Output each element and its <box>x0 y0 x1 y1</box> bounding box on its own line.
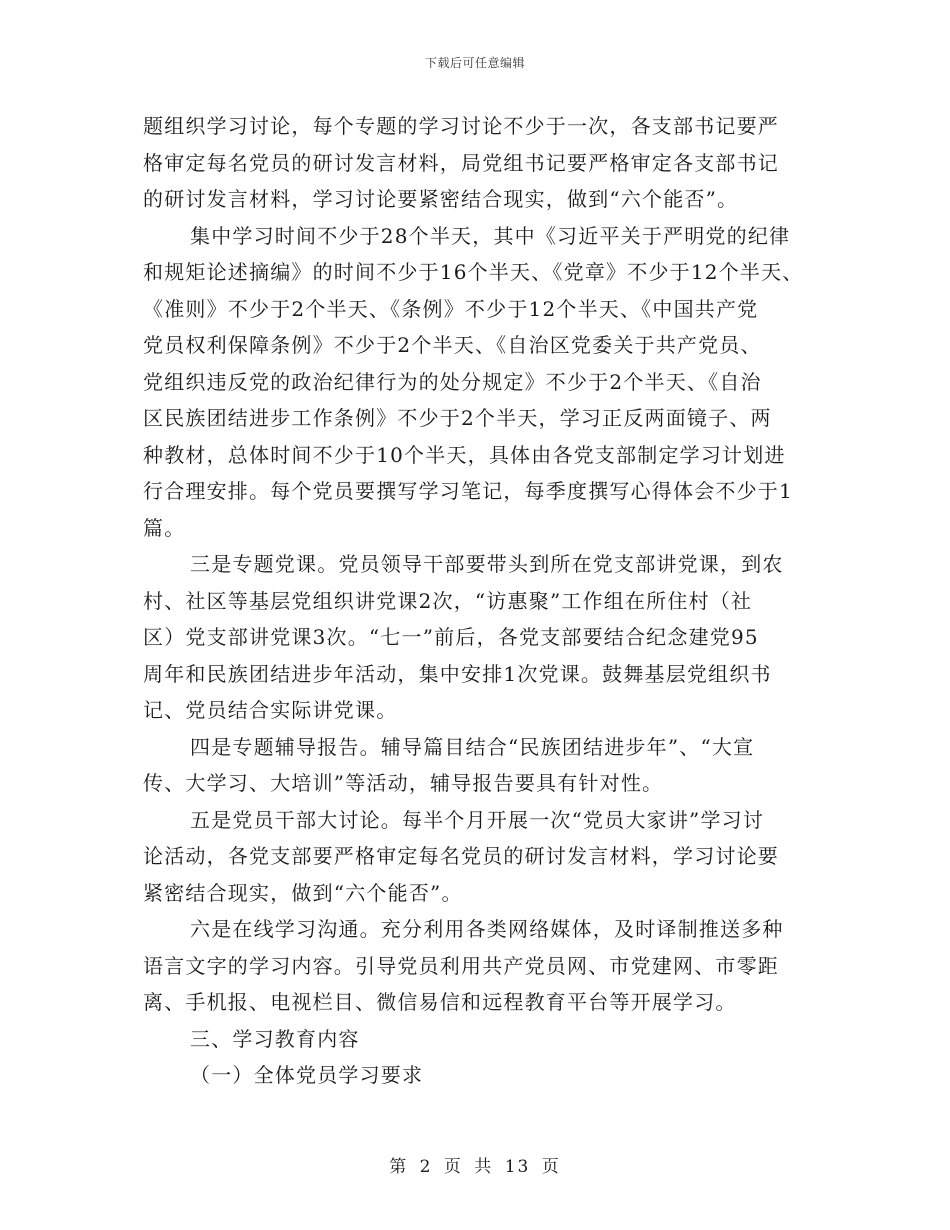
text-line: 行合理安排。每个党员要撰写学习笔记，每季度撰写心得体会不少于1 <box>143 479 793 503</box>
text-line: 传、大学习、大培训”等活动，辅导报告要具有针对性。 <box>143 771 664 795</box>
text-line: 村、社区等基层党组织讲党课2次，“访惠聚”工作组在所住村（社 <box>143 588 753 613</box>
text-line: 格审定每名党员的研讨发言材料，局党组书记要严格审定各支部书记 <box>143 150 779 175</box>
text-line: 语言文字的学习内容。引导党员利用共产党员网、市党建网、市零距 <box>143 953 779 978</box>
text-line: 党组织违反党的政治纪律行为的处分规定》不少于2个半天、《自治 <box>143 369 762 394</box>
page-number-footer: 第 2 页 共 13 页 <box>389 1157 561 1177</box>
text-line: 三是专题党课。党员领导干部要带头到所在党支部讲党课，到农 <box>190 552 784 576</box>
text-line: 题组织学习讨论，每个专题的学习讨论不少于一次，各支部书记要严 <box>143 114 779 138</box>
text-line: 三、学习教育内容 <box>190 1026 360 1051</box>
text-line: 党员权利保障条例》不少于2个半天、《自治区党委关于共产党员、 <box>143 333 762 357</box>
text-line: 五是党员干部大讨论。每半个月开展一次“党员大家讲”学习讨 <box>190 807 765 832</box>
text-line: 论活动，各党支部要严格审定每名党员的研讨发言材料，学习讨论要 <box>143 844 779 868</box>
text-line: 和规矩论述摘编》的时间不少于16个半天、《党章》不少于12个半天、 <box>143 260 804 284</box>
page-header: 下载后可任意编辑 <box>424 56 525 70</box>
text-line: （一）全体党员学习要求 <box>190 1063 424 1087</box>
text-line: 区民族团结进步工作条例》不少于2个半天，学习正反两面镜子、两 <box>143 406 772 430</box>
text-line: 四是专题辅导报告。辅导篇目结合“民族团结进步年”、“大宣 <box>190 734 755 759</box>
text-line: 区）党支部讲党课3次。“七一”前后，各党支部要结合纪念建党95 <box>143 625 759 649</box>
text-line: 篇。 <box>143 515 186 540</box>
text-line: 种教材，总体时间不少于10个半天，具体由各党支部制定学习计划进 <box>143 442 786 467</box>
text-line: 紧密结合现实，做到“六个能否”。 <box>143 880 463 905</box>
text-line: 周年和民族团结进步年活动，集中安排1次党课。鼓舞基层党组织书 <box>143 661 772 686</box>
document-body <box>143 108 813 1094</box>
text-line: 离、手机报、电视栏目、微信易信和远程教育平台等开展学习。 <box>143 990 737 1014</box>
text-line: 六是在线学习沟通。充分利用各类网络媒体，及时译制推送多种 <box>190 917 784 941</box>
text-line: 集中学习时间不少于28个半天，其中《习近平关于严明党的纪律 <box>190 223 791 248</box>
text-line: 《准则》不少于2个半天、《条例》不少于12个半天、《中国共产党 <box>143 296 759 321</box>
text-line: 记、党员结合实际讲党课。 <box>143 698 398 722</box>
text-line: 的研讨发言材料，学习讨论要紧密结合现实，做到“六个能否”。 <box>143 187 739 211</box>
